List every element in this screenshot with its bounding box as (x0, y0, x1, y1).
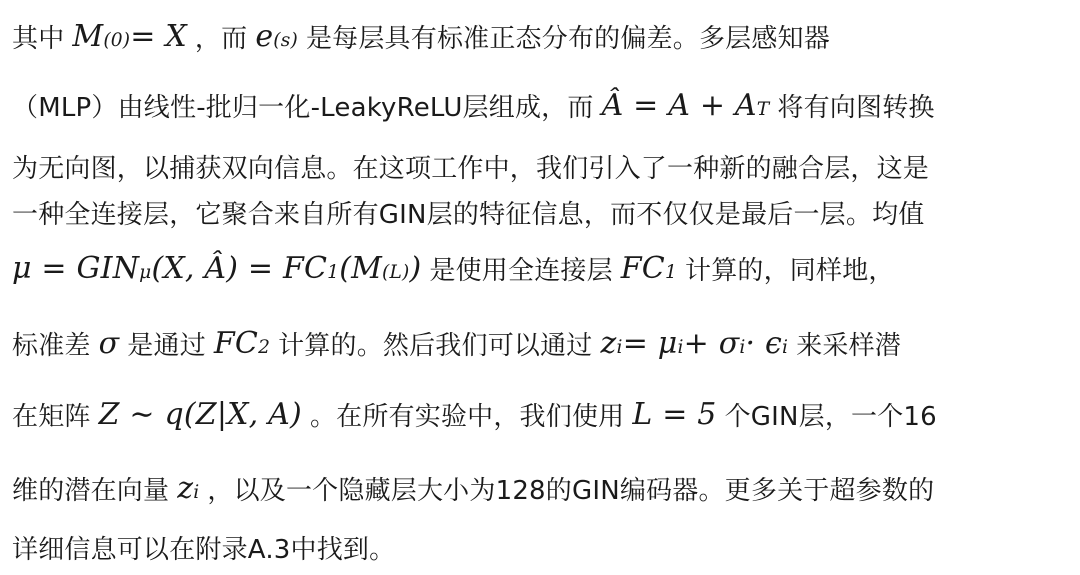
text: （MLP）由线性-批归一化-LeakyReLU层组成，而 (12, 92, 594, 123)
text: 其中 (12, 23, 65, 54)
text-line-9 (12, 522, 1072, 572)
math-inline: FC 1 (620, 250, 677, 286)
math-inline: μ = GIN μ (X, Â) = FC 1 (M (L) ) (12, 250, 422, 286)
text: 是通过 (127, 330, 206, 361)
text-line-2 (12, 80, 1072, 130)
text: 一种全连接层，它聚合来自所有GIN层的特征信息，而不仅仅是最后一层。均值 (12, 199, 925, 230)
text-line-7 (12, 389, 1072, 439)
math-inline: Â = A + A T (601, 87, 770, 123)
text: ，以及一个隐藏层大小为128的GIN编码器。更多关于超参数的 (207, 475, 935, 506)
text-line-8 (12, 463, 1072, 513)
text-line-3 (12, 141, 1072, 191)
text: 计算的，同样地， (685, 255, 895, 286)
text: ，而 (194, 23, 248, 54)
text: 来采样潜 (796, 330, 901, 361)
math-inline: L = 5 (632, 396, 717, 432)
math-inline: FC 2 (213, 325, 271, 361)
math-inline: e (s) (255, 18, 298, 54)
text-line-6 (12, 318, 1072, 368)
text: 。在所有实验中，我们使用 (309, 401, 625, 432)
text: 标准差 (12, 330, 91, 361)
text-line-1 (12, 11, 1072, 61)
text: 详细信息可以在附录A.3中找到。 (12, 534, 396, 565)
math-inline: σ (98, 325, 120, 361)
text-line-5 (12, 243, 1072, 293)
text: 计算的。然后我们可以通过 (278, 330, 593, 361)
text: 维的潜在向量 (12, 475, 170, 506)
text: 为无向图，以捕获双向信息。在这项工作中，我们引入了一种新的融合层，这是 (12, 153, 930, 184)
text: 将有向图转换 (777, 92, 935, 123)
math-inline: Z ∼ q(Z|X, A) (98, 396, 302, 432)
math-inline: M (0) = X (72, 18, 187, 54)
text-line-4 (12, 187, 1072, 237)
math-inline: z i (177, 470, 200, 506)
text: 是每层具有标准正态分布的偏差。多层感知器 (305, 23, 830, 54)
text: 在矩阵 (12, 401, 91, 432)
math-inline: z i = μ i + σ i · ϵ i (600, 325, 789, 361)
text: 个GIN层，一个16 (724, 401, 937, 432)
text: 是使用全连接层 (429, 255, 613, 286)
